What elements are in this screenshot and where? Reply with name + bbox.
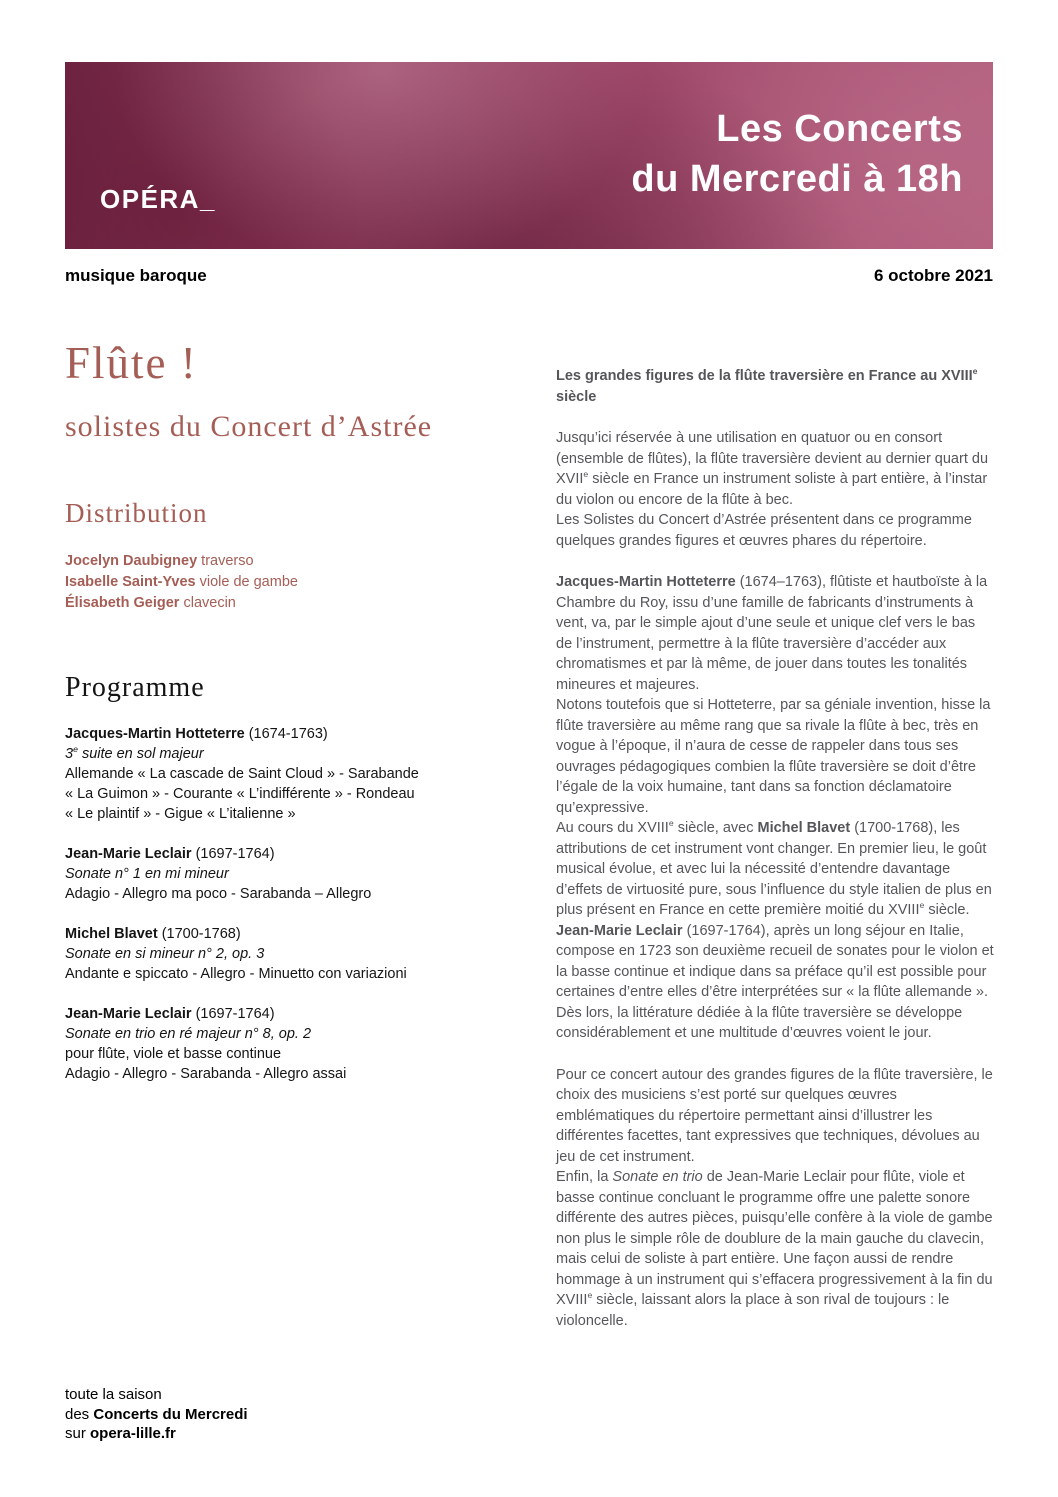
text-run: toute la saison	[65, 1386, 162, 1403]
programme-work	[65, 1004, 527, 1084]
text-run: sur	[65, 1425, 91, 1442]
performer-role: viole de gambe	[195, 574, 298, 590]
performer-row	[65, 572, 527, 593]
work-movements-line: Adagio - Allegro - Sarabanda - Allegro assai	[65, 1066, 347, 1082]
article-paragraph	[556, 1065, 994, 1332]
text-run: des	[65, 1405, 94, 1423]
text-run: Enfin, la	[556, 1169, 613, 1185]
composer-dates: (1674-1763)	[244, 726, 328, 742]
footer-line	[65, 1405, 248, 1425]
concert-subtitle: solistes du Concert d’Astrée	[65, 410, 433, 443]
composer-dates: (1700-1768)	[157, 926, 241, 942]
work-movements-line: Adagio - Allegro ma poco - Sarabanda – Allegro	[65, 886, 372, 902]
text-run: Jusqu’ici réservée à une utilisation en quatuor ou en consort (ensemble de flûtes), la flûte traversière devient au dernier quart du XVII	[556, 430, 989, 487]
text-run: (1674–1763), flûtiste et hautboïste à la Chambre du Roy, issu d’une famille de fabricants d’instruments à vent, va, par le simple ajout d’une seule et unique clef vers le bas de l’instrument, permettre à la flûte traversière d’accéder aux chromatismes et par là même, de jouer dans toutes les tonalités mineures et majeures.	[556, 574, 988, 693]
footer-line	[65, 1385, 248, 1405]
text-run: Jean-Marie Leclair	[556, 922, 683, 939]
text-run: Notons toutefois que si Hotteterre, par sa géniale invention, hisse la flûte traversière au même rang que sa rivale la flûte à bec, très en vogue à l’époque, il n’aura de cesse de rappeler dans tous ses ouvrages pédagogiques combien la flûte traversière se doit d’être l’égale de la voix humaine, tant dans sa fonction déclamatoire qu’expressive.	[556, 697, 991, 816]
text-run: Concerts du Mercredi	[93, 1405, 248, 1423]
superscript-run: e	[919, 900, 925, 911]
performer-role: clavecin	[179, 595, 236, 611]
text-run: Les grandes figures de la flûte traversière en France au XVIII	[556, 368, 973, 384]
work-composer-line	[65, 724, 527, 744]
text-run: (1700-1768), les attributions de cet instrument vont changer. En premier lieu, le goût musical évolue, et avec lui la nécessité d’entendre davantage d’effets de virtuosité pure, sous l’influence du style italien de plus en plus présent en France en cette première moitié du XVIII	[556, 820, 992, 918]
performer-row	[65, 593, 527, 614]
series-title	[631, 104, 963, 204]
programme-heading: Programme	[65, 672, 205, 703]
performer-row	[65, 551, 527, 572]
logo-line-3: ___LILLE	[100, 388, 228, 418]
text-run: Sonate en trio en ré majeur n° 8, op. 2	[65, 1026, 312, 1042]
superscript-run: e	[972, 366, 978, 377]
article-paragraph	[556, 572, 994, 1044]
work-composer-line	[65, 844, 527, 864]
composer-name: Jean-Marie Leclair	[65, 1006, 192, 1022]
superscript-run: e	[587, 1290, 593, 1301]
logo-line-2: _DE___	[100, 286, 203, 316]
work-title	[65, 1024, 527, 1044]
text-run: Au cours du XVIII	[556, 820, 669, 836]
text-run: suite en sol majeur	[77, 746, 204, 762]
text-run: Les Solistes du Concert d’Astrée présentent dans ce programme quelques grandes figures et œuvres phares du répertoire.	[556, 512, 972, 549]
text-run: (1697-1764), après un long séjour en Italie, compose en 1723 son deuxième recueil de sonates pour le violon et la basse continue et indique dans sa préface qu’il est possible pour certaines d’entre elles d’être interprétées sur « la flûte allemande ». Dès lors, la littérature dédiée à la flûte traversière se développe considérablement et une multitude d’œuvres voient le jour.	[556, 922, 994, 1041]
programme-work	[65, 924, 527, 984]
composer-name: Jacques-Martin Hotteterre	[65, 726, 245, 742]
programme-work	[65, 724, 527, 824]
article-paragraph	[556, 428, 994, 551]
distribution-heading: Distribution	[65, 498, 208, 528]
work-title	[65, 944, 527, 964]
series-title-line-1: Les Concerts	[716, 108, 963, 150]
meta-row	[65, 266, 993, 286]
programme-notes-article	[556, 366, 994, 1352]
superscript-run: e	[583, 469, 589, 480]
text-run: 3	[65, 746, 74, 762]
text-run: Sonate n° 1 en mi mineur	[65, 866, 229, 882]
footer-line	[65, 1424, 248, 1444]
text-run: siècle en France un instrument soliste à part entière, à l’instar du violon ou encore de la flûte à bec.	[556, 471, 988, 508]
work-composer-line	[65, 924, 527, 944]
performer-name: Isabelle Saint-Yves	[65, 574, 196, 590]
work-movements-line: Allemande « La cascade de Saint Cloud » - Sarabande	[65, 766, 419, 782]
work-movements-line: « Le plaintif » - Gigue « L’italienne »	[65, 806, 296, 822]
series-title-line-2: du Mercredi à 18h	[631, 158, 963, 200]
performer-role: traverso	[197, 553, 254, 569]
work-movements-line: Andante e spiccato - Allegro - Minuetto con variazioni	[65, 966, 407, 982]
logo-line-1: OPÉRA_	[100, 184, 216, 214]
works-list	[65, 724, 527, 1084]
performer-name: Jocelyn Daubigney	[65, 553, 198, 569]
composer-name: Jean-Marie Leclair	[65, 846, 192, 862]
text-run: siècle.	[924, 902, 970, 918]
superscript-run: e	[668, 818, 674, 829]
work-title	[65, 864, 527, 884]
text-run: siècle, avec	[673, 820, 758, 836]
text-run: siècle	[556, 388, 597, 405]
text-run: Pour ce concert autour des grandes figures de la flûte traversière, le choix des musiciens s’est porté sur quelques œuvres emblématiques du répertoire permettant ainsi d’illustrer les différentes facettes, tant expressives que techniques, dévolues au jeu de cet instrument.	[556, 1066, 993, 1165]
text-run: Jacques-Martin Hotteterre	[556, 574, 736, 590]
concert-date: 6 octobre 2021	[873, 266, 993, 285]
composer-dates: (1697-1764)	[191, 1006, 275, 1022]
work-composer-line	[65, 1004, 527, 1024]
website-link[interactable]: opera-lille.fr	[90, 1425, 176, 1442]
text-run: Sonate en trio	[612, 1169, 703, 1185]
article-heading	[556, 366, 994, 407]
performers-list	[65, 551, 527, 614]
text-run: siècle, laissant alors la place à son rival de toujours : le violoncelle.	[556, 1292, 950, 1329]
text-run: Michel Blavet	[757, 820, 851, 836]
work-movements-line: « La Guimon » - Courante « L’indifférente » - Rondeau	[65, 786, 415, 802]
text-run: Sonate en si mineur n° 2, op. 3	[65, 946, 265, 962]
programme-work	[65, 844, 527, 904]
composer-dates: (1697-1764)	[191, 846, 275, 862]
performer-name: Élisabeth Geiger	[65, 595, 180, 611]
composer-name: Michel Blavet	[65, 926, 158, 942]
superscript-run: e	[73, 744, 78, 755]
footer-note	[65, 1385, 248, 1444]
work-movements-line: pour flûte, viole et basse continue	[65, 1046, 282, 1062]
concert-title: Flûte !	[65, 338, 198, 388]
genre-label: musique baroque	[65, 266, 207, 285]
left-column	[65, 338, 527, 1104]
text-run: de Jean-Marie Leclair pour flûte, viole et basse continue concluant le programme offre une palette sonore différente des autres pièces, puisqu’elle confère à la viole de gambe non plus le simple rôle de doublure de la main gauche du clavecin, mais celui de soliste à part entière. Une façon aussi de rendre hommage à un instrument qui s’effacera progressivement à la fin du XVIII	[556, 1169, 993, 1308]
work-title	[65, 744, 527, 764]
